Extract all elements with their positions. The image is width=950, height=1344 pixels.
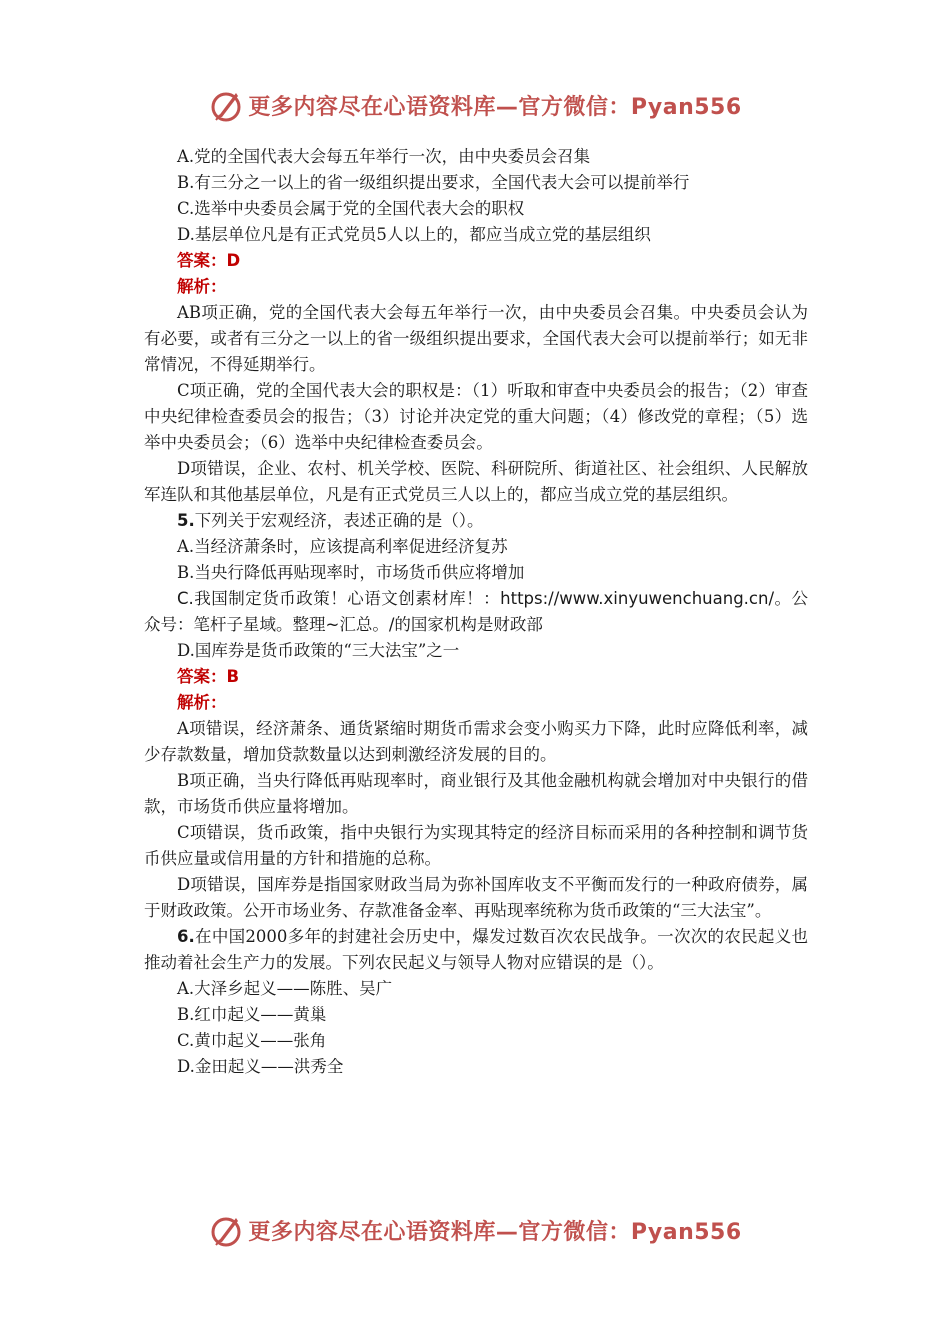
q5-option-c: C.我国制定货币政策！心语文创素材库！：https://www.xinyuwenchuang.cn/。公众号：笔杆子星域。整理~汇总。/的国家机构是财政部 bbox=[144, 589, 808, 634]
q5-analysis-c: C项错误，货币政策，指中央银行为实现其特定的经济目标而采用的各种控制和调节货币供应量或信用量的方针和措施的总称。 bbox=[144, 823, 808, 868]
q6-option-b: B.红巾起义——黄巢 bbox=[177, 1005, 327, 1024]
q6-stem: 在中国2000多年的封建社会历史中，爆发过数百次农民战争。一次次的农民起义也推动着社会生产力的发展。下列农民起义与领导人物对应错误的是（）。 bbox=[144, 927, 808, 972]
footer-banner bbox=[0, 1210, 950, 1250]
q4-analysis-c: C项正确，党的全国代表大会的职权是：（1）听取和审查中央委员会的报告；（2）审查中央纪律检查委员会的报告；（3）讨论并决定党的重大问题；（4）修改党的章程；（5）选举中央委员会；（6）选举中央纪律检查委员会。 bbox=[144, 381, 808, 452]
q6-option-c: C.黄巾起义——张角 bbox=[177, 1031, 327, 1050]
quill-logo-icon bbox=[208, 1212, 244, 1248]
quill-logo-icon bbox=[208, 87, 244, 123]
q5-question bbox=[144, 508, 808, 534]
q5-option-b: B.当央行降低再贴现率时，市场货币供应将增加 bbox=[177, 563, 525, 582]
q4-option-b: B.有三分之一以上的省一级组织提出要求，全国代表大会可以提前举行 bbox=[177, 173, 690, 192]
q6-option-a: A.大泽乡起义——陈胜、吴广 bbox=[177, 979, 393, 998]
q5-number: 5. bbox=[177, 511, 195, 530]
q4-answer: 答案：D bbox=[177, 251, 241, 270]
q4-analysis-label: 解析： bbox=[177, 277, 227, 296]
q6-option-d: D.金田起义——洪秀全 bbox=[177, 1057, 344, 1076]
q6-question bbox=[144, 924, 808, 976]
q4-option-d: D.基层单位凡是有正式党员5人以上的，都应当成立党的基层组织 bbox=[177, 225, 651, 244]
q4-option-a: A.党的全国代表大会每五年举行一次，由中央委员会召集 bbox=[177, 147, 591, 166]
q5-analysis-a: A项错误，经济萧条、通货紧缩时期货币需求会变小购买力下降，此时应降低利率，减少存款数量，增加贷款数量以达到刺激经济发展的目的。 bbox=[144, 719, 808, 764]
q5-option-a: A.当经济萧条时，应该提高利率促进经济复苏 bbox=[177, 537, 508, 556]
q4-analysis-d: D项错误，企业、农村、机关学校、医院、科研院所、街道社区、社会组织、人民解放军连队和其他基层单位，凡是有正式党员三人以上的，都应当成立党的基层组织。 bbox=[144, 459, 808, 504]
document-body bbox=[144, 144, 808, 1080]
q5-analysis-b: B项正确，当央行降低再贴现率时，商业银行及其他金融机构就会增加对中央银行的借款，市场货币供应量将增加。 bbox=[144, 771, 808, 816]
banner-text: 更多内容尽在心语资料库—官方微信：Pyan556 bbox=[248, 1219, 742, 1245]
q5-stem: 下列关于宏观经济，表述正确的是（）。 bbox=[194, 511, 484, 530]
q6-number: 6. bbox=[177, 927, 195, 946]
header-banner bbox=[0, 85, 950, 125]
q5-analysis-d: D项错误，国库券是指国家财政当局为弥补国库收支不平衡而发行的一种政府债券，属于财政政策。公开市场业务、存款准备金率、再贴现率统称为货币政策的“三大法宝”。 bbox=[144, 875, 808, 920]
q5-analysis-label: 解析： bbox=[177, 693, 227, 712]
q4-option-c: C.选举中央委员会属于党的全国代表大会的职权 bbox=[177, 199, 525, 218]
q4-analysis-ab: AB项正确，党的全国代表大会每五年举行一次，由中央委员会召集。中央委员会认为有必要，或者有三分之一以上的省一级组织提出要求，全国代表大会可以提前举行；如无非常情况，不得延期举行。 bbox=[144, 303, 808, 374]
banner-text: 更多内容尽在心语资料库—官方微信：Pyan556 bbox=[248, 94, 742, 120]
q5-option-d: D.国库券是货币政策的“三大法宝”之一 bbox=[177, 641, 460, 660]
q5-answer: 答案：B bbox=[177, 667, 240, 686]
